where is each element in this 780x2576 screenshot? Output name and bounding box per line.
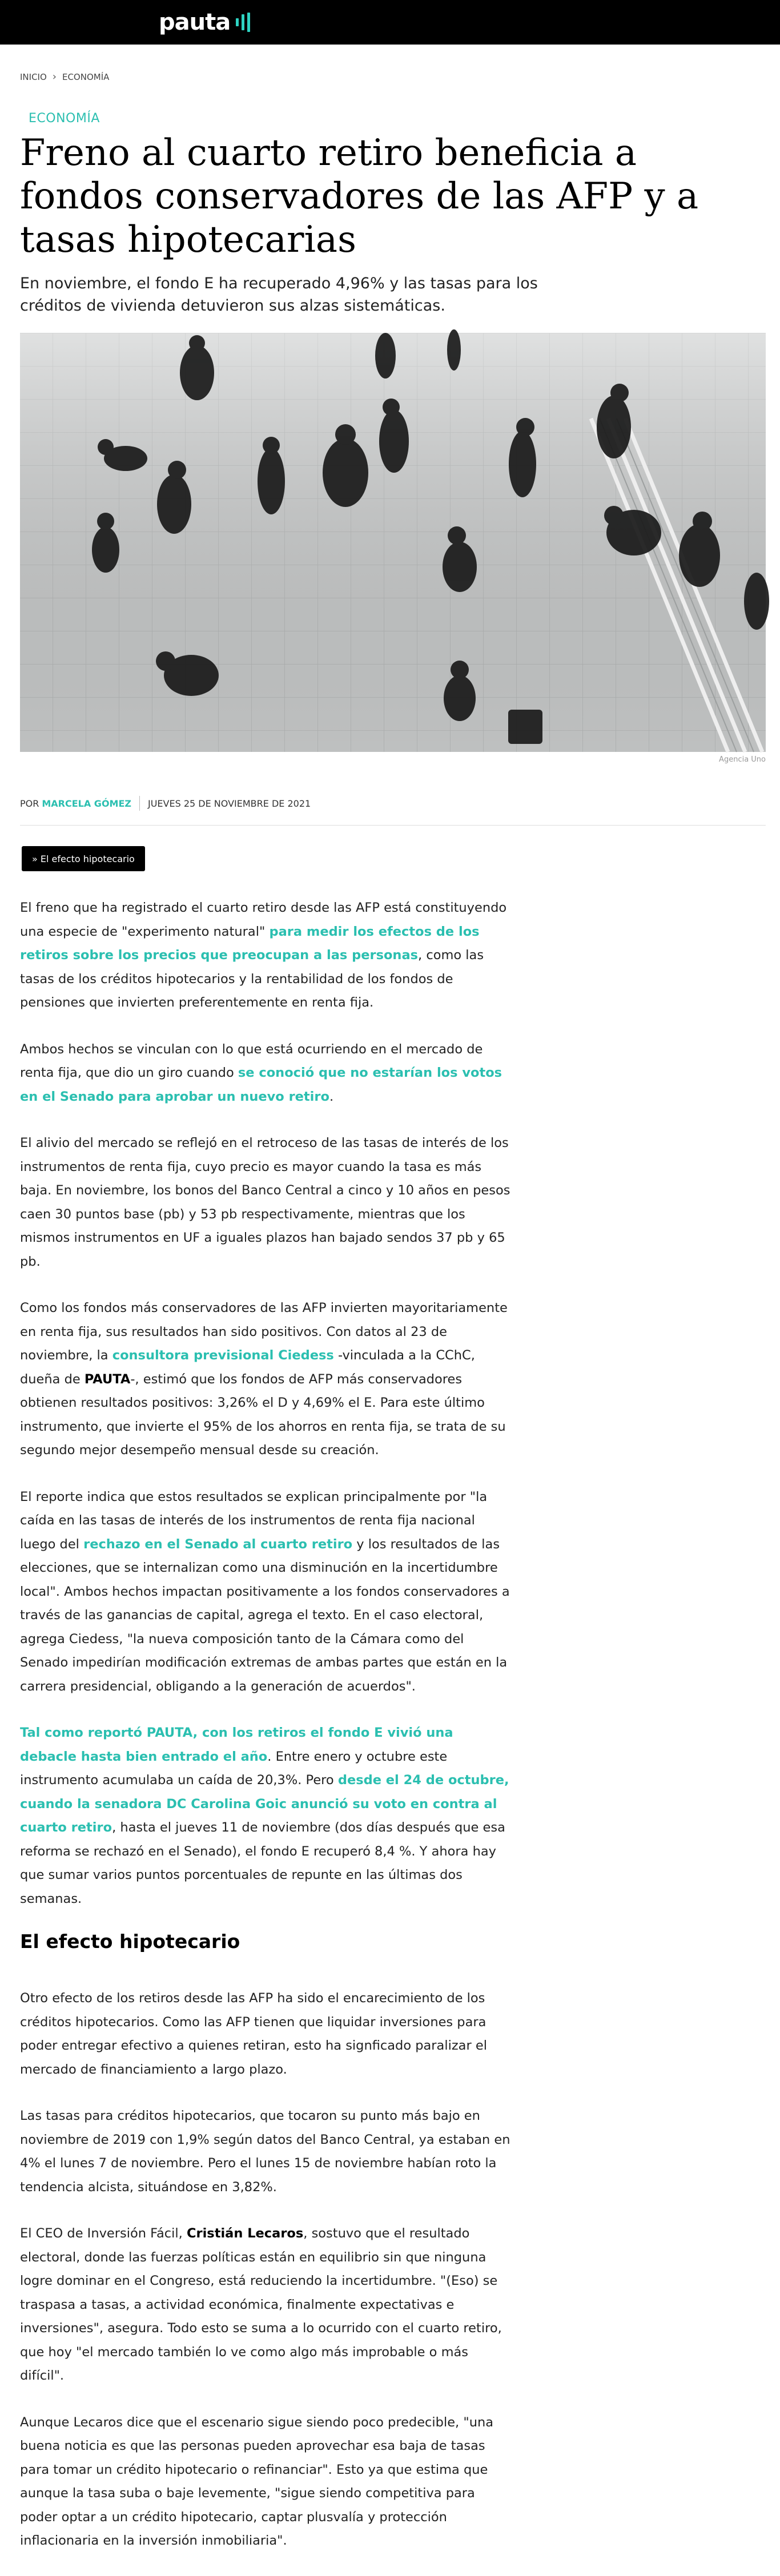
paragraph: Ambos hechos se vinculan con lo que está ocurriendo en el mercado de renta fija, que dio un giro cuando se conoció que no estarían los votos en el Senado para aprobar un nuevo retiro.: [20, 1041, 502, 1104]
paragraph: Como los fondos más conservadores de las AFP invierten mayoritariamente en renta fija, sus resultados han sido positivos. Con datos al 23 de noviembre, la consultora previsional Ciedess -vinculada a la CChC, dueña de PAUTA-, estimó que los fondos de AFP más conservadores obtienen resultados positivos: 3,26% el D y 4,69% el E. Para este último instrumento, que invierte el 95% de los ahorros en renta fija, se trata de su segundo mejor desempeño mensual desde su creación.: [20, 1301, 508, 1458]
paragraph: Las tasas para créditos hipotecarios, que tocaron su punto más bajo en noviembre de 2019 con 1,9% según datos del Banco Central, ya estaban en 4% el lunes 7 de noviembre. Pero el lunes 15 de noviembre habían roto la tendencia alcista, situándose en 3,82%.: [20, 2108, 510, 2195]
inline-link[interactable]: consultora previsional Ciedess: [112, 1348, 334, 1363]
logo-bars-icon: [236, 13, 250, 32]
inline-link[interactable]: desde el 24 de octubre, cuando la senadora DC Carolina Goic anunció su voto en contra al cuarto retiro: [20, 1773, 509, 1835]
byline-divider-line: [20, 825, 766, 826]
paragraph: El freno que ha registrado el cuarto retiro desde las AFP está constituyendo una especie de "experimento natural" para medir los efectos de los retiros sobre los precios que preocupan a las personas, como las tasas de los créditos hipotecarios y la rentabilidad de los fondos de pensiones que invierten preferentemente en renta fija.: [20, 900, 507, 1010]
inline-link[interactable]: rechazo en el Senado al cuarto retiro: [83, 1536, 353, 1552]
byline: [20, 796, 311, 811]
paragraph: El CEO de Inversión Fácil, Cristián Lecaros, sostuvo que el resultado electoral, donde las fuerzas políticas están en equilibrio sin que ninguna logre dominar en el Congreso, está reduciendo la incertidumbre. "(Eso) se traspasa a tasas, a actividad económica, finalmente expectativas e inversiones", asegura. Todo esto se suma a lo ocurrido con el cuarto retiro, que hoy "el mercado también lo ve como algo más improbable o más difícil".: [20, 2226, 502, 2383]
section-tag[interactable]: ECONOMÍA: [29, 111, 100, 126]
toc-button[interactable]: » El efecto hipotecario: [22, 846, 145, 871]
section-heading: El efecto hipotecario: [20, 1930, 240, 1953]
article-dek: En noviembre, el fondo E ha recuperado 4,96% y las tasas para los créditos de vivienda detuvieron sus alzas sistemáticas.: [20, 275, 538, 315]
breadcrumb-section[interactable]: ECONOMÍA: [62, 71, 110, 82]
author-link[interactable]: MARCELA GÓMEZ: [42, 798, 131, 809]
hero-image: [20, 333, 766, 752]
breadcrumb: [20, 71, 109, 83]
paragraph: Aunque Lecaros dice que el escenario sigue siendo poco predecible, "una buena noticia es que las personas pueden aprovechar esa baja de tasas para tomar un crédito hipotecario o refinanciar". Esto ya que estima que aunque la tasa suba o baje levemente, "sigue siendo competitiva para poder optar a un crédito hipotecario, captar plusvalía y protección inflacionaria en la inversión inmobiliaria".: [20, 2414, 494, 2548]
byline-prefix: POR: [20, 798, 39, 809]
logo-wordmark: pauta: [159, 9, 231, 35]
byline-divider: [139, 796, 140, 811]
article-title: Freno al cuarto retiro beneficia a fondos conservadores de las AFP y a tasas hipotecarias: [20, 132, 699, 261]
site-header: [0, 0, 780, 45]
inline-link[interactable]: para medir los efectos de los retiros sobre los precios que preocupan a las personas: [20, 924, 480, 963]
inline-link[interactable]: se conoció que no estarían los votos en el Senado para aprobar un nuevo retiro: [20, 1065, 502, 1104]
article-body: [20, 896, 511, 2576]
paragraph: Tal como reportó PAUTA, con los retiros el fondo E vivió una debacle hasta bien entrado el año. Entre enero y octubre este instrumento acumulaba un caída de 20,3%. Pero desde el 24 de octubre, cuando la senadora DC Carolina Goic anunció su voto en contra al cuarto retiro, hasta el jueves 11 de noviembre (dos días después que esa reforma se rechazó en el Senado), el fondo E recuperó 8,4 %. Y ahora hay que sumar varios puntos porcentuales de repunte en las últimas dos semanas.: [20, 1725, 509, 1906]
bold-text: PAUTA: [84, 1371, 131, 1387]
paragraph: Otro efecto de los retiros desde las AFP ha sido el encarecimiento de los créditos hipotecarios. Como las AFP tienen que liquidar inversiones para poder entregar efectivo a quienes retiran, esto ha signficado paralizar el mercado de financiamiento a largo plazo.: [20, 1991, 487, 2077]
site-logo[interactable]: [159, 8, 250, 37]
inline-link[interactable]: Tal como reportó PAUTA, con los retiros el fondo E vivió una debacle hasta bien entrado el año: [20, 1725, 453, 1764]
paragraph: El reporte indica que estos resultados se explican principalmente por "la caída en las tasas de interés de los instrumentos de renta fija nacional luego del rechazo en el Senado al cuarto retiro y los resultados de las elecciones, que se internalizan como una disminución en la incertidumbre local". Ambos hechos impactan positivamente a los fondos conservadores a través de las ganancias de capital, agrega el texto. En el caso electoral, agrega Ciedess, "la nueva composición tanto de la Cámara como del Senado impedirían modificación extremas de ambas partes que están en la carrera presidencial, obligando a la generación de acuerdos".: [20, 1489, 510, 1694]
breadcrumb-home[interactable]: INICIO: [20, 71, 47, 82]
publish-date: JUEVES 25 DE NOVIEMBRE DE 2021: [148, 798, 311, 809]
image-credit: Agencia Uno: [719, 755, 766, 764]
bold-text: Cristián Lecaros: [186, 2226, 304, 2241]
paragraph: El alivio del mercado se reflejó en el retroceso de las tasas de interés de los instrumentos de renta fija, cuyo precio es mayor cuando la tasa es más baja. En noviembre, los bonos del Banco Central a cinco y 10 años en pesos caen 30 puntos base (pb) y 53 pb respectivamente, mientras que los mismos instrumentos en UF a iguales plazos han bajado sendos 37 pb y 65 pb.: [20, 1136, 510, 1269]
chevron-right-icon: ›: [52, 71, 57, 83]
